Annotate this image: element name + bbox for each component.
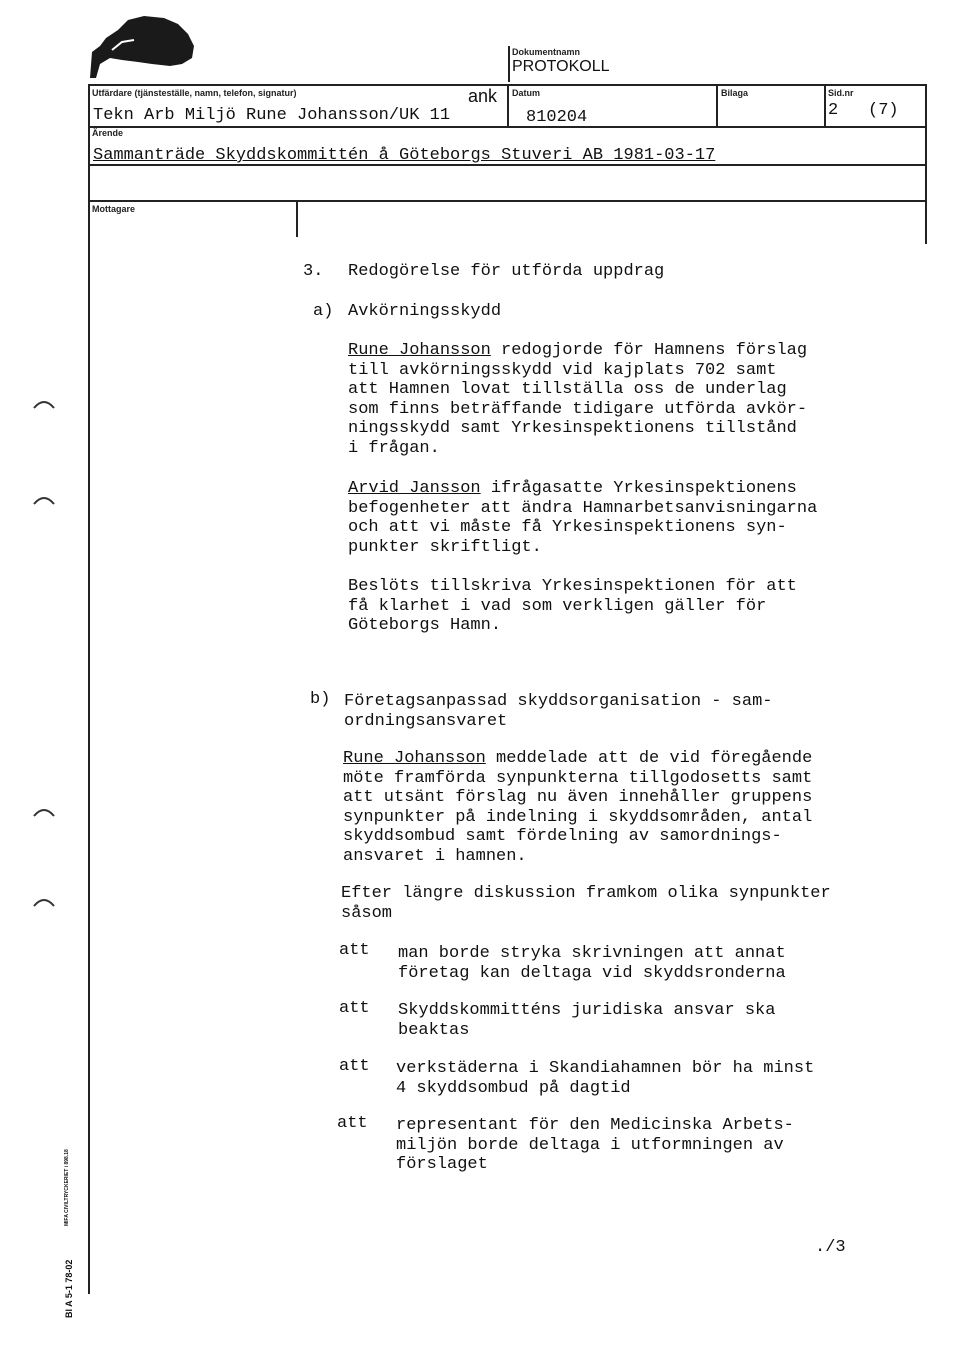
list-item xyxy=(398,944,786,983)
paragraph xyxy=(348,341,807,458)
text-line: Beslöts tillskriva Yrkesinspektionen för att xyxy=(348,577,797,596)
text-line: ningsskydd samt Yrkesinspektionens tillstånd xyxy=(348,419,797,438)
text-line: 4 skyddsombud på dagtid xyxy=(396,1078,631,1098)
paragraph xyxy=(341,884,831,923)
date-value: 810204 xyxy=(526,108,588,127)
subject-value: Sammanträde Skyddskommittén å Göteborgs Stuveri AB 1981-03-17 xyxy=(93,146,716,165)
date-label: Datum xyxy=(512,88,541,98)
person-name: Rune Johansson xyxy=(348,341,491,360)
text-line: verkstäderna i Skandiahamnen bör ha minst xyxy=(396,1059,815,1078)
person-name: Arvid Jansson xyxy=(348,479,481,498)
punch-marks xyxy=(30,392,60,932)
continuation-marker: ./3 xyxy=(815,1238,846,1257)
text-line: förslaget xyxy=(396,1155,488,1174)
person-name: Rune Johansson xyxy=(343,749,486,768)
doc-name-label: Dokumentnamn xyxy=(512,47,581,57)
list-item-marker: att xyxy=(339,1057,370,1076)
text-line: representant för den Medicinska Arbets- xyxy=(396,1116,794,1135)
text-line: ifrågasatte Yrkesinspektionens xyxy=(480,479,797,498)
text-line: i frågan. xyxy=(348,438,440,458)
subsection-b-title xyxy=(344,692,772,731)
text-line: skyddsombud samt fördelning av samordnings- xyxy=(343,827,782,846)
text-line: redogjorde för Hamnens förslag xyxy=(490,341,808,360)
text-line: punkter skriftligt. xyxy=(348,537,542,557)
organization-logo xyxy=(82,12,200,80)
text-line: beaktas xyxy=(398,1020,470,1040)
list-item-marker: att xyxy=(339,999,370,1018)
attachment-label: Bilaga xyxy=(721,88,749,98)
text-line: man borde stryka skrivningen att annat xyxy=(398,944,786,963)
text-line: Företagsanpassad skyddsorganisation - sam- xyxy=(344,692,773,711)
paragraph xyxy=(348,577,797,636)
list-item-marker: att xyxy=(339,941,370,960)
text-line: och att vi måste få Yrkesinspektionens syn- xyxy=(348,518,787,537)
subsection-b-marker: b) xyxy=(310,690,331,709)
list-item xyxy=(398,1001,775,1040)
text-line: Skyddskommitténs juridiska ansvar ska xyxy=(398,1001,776,1020)
text-line: ansvaret i hamnen. xyxy=(343,846,527,866)
page-number: 2 xyxy=(828,101,839,120)
doc-name: PROTOKOLL xyxy=(512,58,610,75)
text-line: att utsänt förslag nu även innehåller gruppens xyxy=(343,788,813,807)
text-line: miljön borde deltaga i utformningen av xyxy=(396,1135,784,1155)
subsection-a-marker: a) xyxy=(313,302,334,321)
text-line: meddelade att de vid föregående xyxy=(485,749,813,768)
section-number: 3. xyxy=(303,262,324,281)
text-line: synpunkter på indelning i skyddsområden, antal xyxy=(343,807,813,827)
text-line: som finns beträffande tidigare utförda avkör- xyxy=(348,399,808,419)
form-code: Bl A 5-1 78-02 xyxy=(64,1259,74,1318)
text-line: till avkörningsskydd vid kajplats 702 samt xyxy=(348,360,777,380)
text-line: ordningsansvaret xyxy=(344,711,508,731)
text-line: Göteborgs Hamn. xyxy=(348,616,502,635)
text-line: få klarhet i vad som verkligen gäller för xyxy=(348,596,767,616)
issuer-value: Tekn Arb Miljö Rune Johansson/UK 11 xyxy=(93,106,451,125)
list-item xyxy=(396,1059,814,1098)
recipient-label: Mottagare xyxy=(92,204,136,214)
text-line: företag kan deltaga vid skyddsronderna xyxy=(398,963,786,983)
page-total: (7) xyxy=(868,101,899,120)
text-line: Efter längre diskussion framkom olika synpunkter xyxy=(341,884,831,903)
list-item-marker: att xyxy=(337,1114,368,1133)
section-title: Redogörelse för utförda uppdrag xyxy=(348,262,665,281)
issuer-suffix: ank xyxy=(468,86,498,106)
text-line: befogenheter att ändra Hamnarbetsanvisningarna xyxy=(348,498,818,518)
text-line: att Hamnen lovat tillställa oss de underlag xyxy=(348,380,787,399)
list-item xyxy=(396,1116,794,1175)
text-line: såsom xyxy=(341,903,393,923)
paragraph xyxy=(348,479,817,557)
issuer-label: Utfärdare (tjänsteställe, namn, telefon, signatur) xyxy=(92,88,297,98)
text-line: möte framförda synpunkterna tillgodosetts samt xyxy=(343,768,813,788)
docname-divider xyxy=(508,46,510,82)
page-label: Sid.nr xyxy=(828,88,854,98)
subsection-a-title: Avkörningsskydd xyxy=(348,302,502,321)
subject-label: Ärende xyxy=(92,128,124,138)
paragraph xyxy=(343,749,812,866)
form-print-info: MIFA CIVILTRYCKERIET i 898.18 xyxy=(64,1149,70,1226)
